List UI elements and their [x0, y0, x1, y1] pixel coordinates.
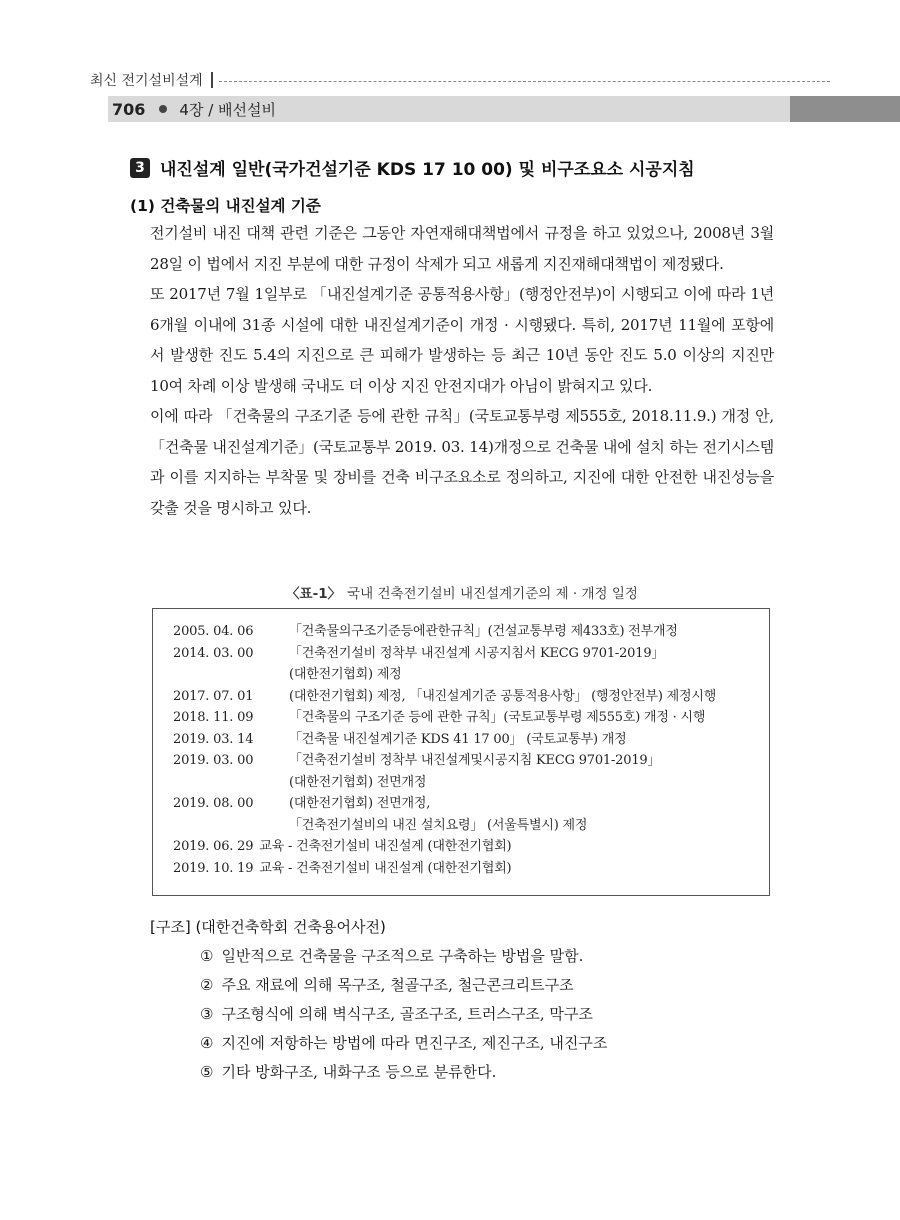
- body-text: [150, 218, 774, 523]
- paragraph: 이에 따라 「건축물의 구조기준 등에 관한 규칙」(국토교통부령 제555호, 2018.11.9.) 개정 안, 「건축물 내진설계기준」(국토교통부 2019. 03. 14)개정으로 건축물 내에 설치 하는 전기시스템과 이를 지지하는 부착물 및 장비를 건축 비구조요소로 정의하고, 지진에 대한 안전한 내진성능을 갖출 것을 명시하고 있다.: [150, 407, 774, 517]
- schedule-date: 2019. 08. 00: [173, 796, 254, 811]
- schedule-date: 2017. 07. 01: [173, 688, 254, 704]
- item-text: 기타 방화구조, 내화구조 등으로 분류한다.: [221, 1063, 497, 1081]
- table-caption-text: 국내 건축전기설비 내진설계기준의 제 · 개정 일정: [347, 586, 638, 602]
- schedule-date: 2019. 06. 29: [173, 839, 254, 854]
- paragraph: 전기설비 내진 대책 관련 기준은 그동안 자연재해대책법에서 규정을 하고 있었으나, 2008년 3월 28일 이 법에서 지진 부분에 대한 규정이 삭제가 되고 새롭게 지진재해대책법이 제정됐다.: [150, 224, 774, 273]
- section-title: 내진설계 일반(국가건설기준 KDS 17 10 00) 및 비구조요소 시공지침: [160, 160, 695, 180]
- bullet-icon: [159, 105, 167, 113]
- item-number: ④: [200, 1034, 214, 1052]
- schedule-description: [289, 621, 769, 643]
- structure-list: [200, 942, 820, 1087]
- schedule-date: 2014. 03. 00: [173, 645, 254, 661]
- schedule-description: [259, 858, 769, 880]
- schedule-line: 「건축전기설비 정착부 내진설계 시공지침서 KECG 9701-2019」: [289, 645, 665, 661]
- section-heading: [130, 155, 850, 180]
- structure-item: [200, 971, 820, 1000]
- schedule-line: (대한전기협회) 전면개정: [289, 774, 427, 790]
- schedule-description: [289, 686, 769, 708]
- schedule-date: 2019. 10. 19: [173, 860, 254, 876]
- structure-item: [200, 1029, 820, 1058]
- header-dashed-rule: [219, 81, 830, 82]
- schedule-line: 교육 - 건축전기설비 내진설계 (대한전기협회): [259, 839, 512, 854]
- item-text: 주요 재료에 의해 목구조, 철골구조, 철근콘크리트구조: [221, 976, 574, 994]
- schedule-date: 2005. 04. 06: [173, 624, 254, 639]
- schedule-row: [173, 621, 769, 643]
- schedule-line: 「건축물의 구조기준 등에 관한 규칙」(국토교통부령 제555호) 개정 · 시행: [289, 710, 706, 725]
- item-text: 지진에 저항하는 방법에 따라 면진구조, 제진구조, 내진구조: [221, 1034, 608, 1052]
- schedule-description: [289, 643, 769, 686]
- schedule-description: [289, 750, 769, 793]
- schedule-description: [289, 729, 769, 751]
- paragraph: 또 2017년 7월 1일부로 「내진설계기준 공통적용사항」(행정안전부)이 시행되고 이에 따라 1년 6개월 이내에 31종 시설에 대한 내진설계기준이 개정 · 시행됐다. 특히, 2017년 11월에 포항에서 발생한 진도 5.4의 지진으로 큰 피해가 발생하는 등 최근 10년 동안 진도 5.0 이상의 지진만 10여 차례 이상 발생해 국내도 더 이상 지진 안전지대가 아님이 밝혀지고 있다.: [150, 285, 774, 395]
- schedule-description: [289, 793, 769, 836]
- schedule-line: (대한전기협회) 제정: [289, 667, 402, 682]
- schedule-row: [173, 707, 769, 729]
- schedule-date: 2018. 11. 09: [173, 710, 254, 725]
- schedule-table: [152, 608, 770, 896]
- schedule-date: 2019. 03. 14: [173, 731, 254, 747]
- schedule-description: [289, 707, 769, 729]
- schedule-row: [173, 750, 769, 793]
- schedule-line: (대한전기협회) 전면개정,: [289, 796, 431, 811]
- item-number: ①: [200, 947, 214, 965]
- schedule-line: 「건축물 내진설계기준 KDS 41 17 00」 (국토교통부) 개정: [289, 731, 627, 747]
- schedule-line: 「건축전기설비 정착부 내진설계및시공지침 KECG 9701-2019」: [289, 753, 661, 768]
- schedule-row: [173, 729, 769, 751]
- item-number: ②: [200, 976, 214, 994]
- structure-item: [200, 942, 820, 971]
- schedule-row: [173, 643, 769, 686]
- schedule-row: [173, 686, 769, 708]
- structure-title: [구조] (대한건축학회 건축용어사전): [150, 918, 386, 936]
- subsection-heading: (1) 건축물의 내진설계 기준: [130, 197, 321, 215]
- chapter-label: 4장 / 배선설비: [179, 100, 276, 119]
- schedule-description: [259, 836, 769, 858]
- header-divider: [211, 72, 213, 88]
- schedule-line: 「건축전기설비의 내진 설치요령」 (서울특별시) 제정: [289, 817, 588, 833]
- structure-item: [200, 1058, 820, 1087]
- header-band-accent: [790, 96, 900, 122]
- page-header: [112, 96, 276, 122]
- schedule-date: 2019. 03. 00: [173, 753, 254, 768]
- running-header: [90, 68, 830, 92]
- page-number: 706: [112, 99, 146, 119]
- table-label: 〈표-1〉: [286, 586, 342, 602]
- schedule-line: 교육 - 건축전기설비 내진설계 (대한전기협회): [259, 860, 512, 876]
- item-number: ③: [200, 1005, 214, 1023]
- item-number: ⑤: [200, 1063, 214, 1081]
- item-text: 구조형식에 의해 벽식구조, 골조구조, 트러스구조, 막구조: [221, 1005, 593, 1023]
- schedule-row: [173, 793, 769, 836]
- structure-item: [200, 1000, 820, 1029]
- table-caption: [150, 582, 774, 602]
- item-text: 일반적으로 건축물을 구조적으로 구축하는 방법을 말함.: [221, 947, 584, 965]
- schedule-row: [173, 836, 769, 858]
- book-title: 최신 전기설비설계: [90, 73, 203, 89]
- section-number-badge: 3: [130, 158, 150, 178]
- schedule-line: 「건축물의구조기준등에관한규칙」(건설교통부령 제433호) 전부개정: [289, 624, 678, 639]
- schedule-row: [173, 858, 769, 880]
- schedule-line: (대한전기협회) 제정, 「내진설계기준 공통적용사항」 (행정안전부) 제정시행: [289, 688, 717, 704]
